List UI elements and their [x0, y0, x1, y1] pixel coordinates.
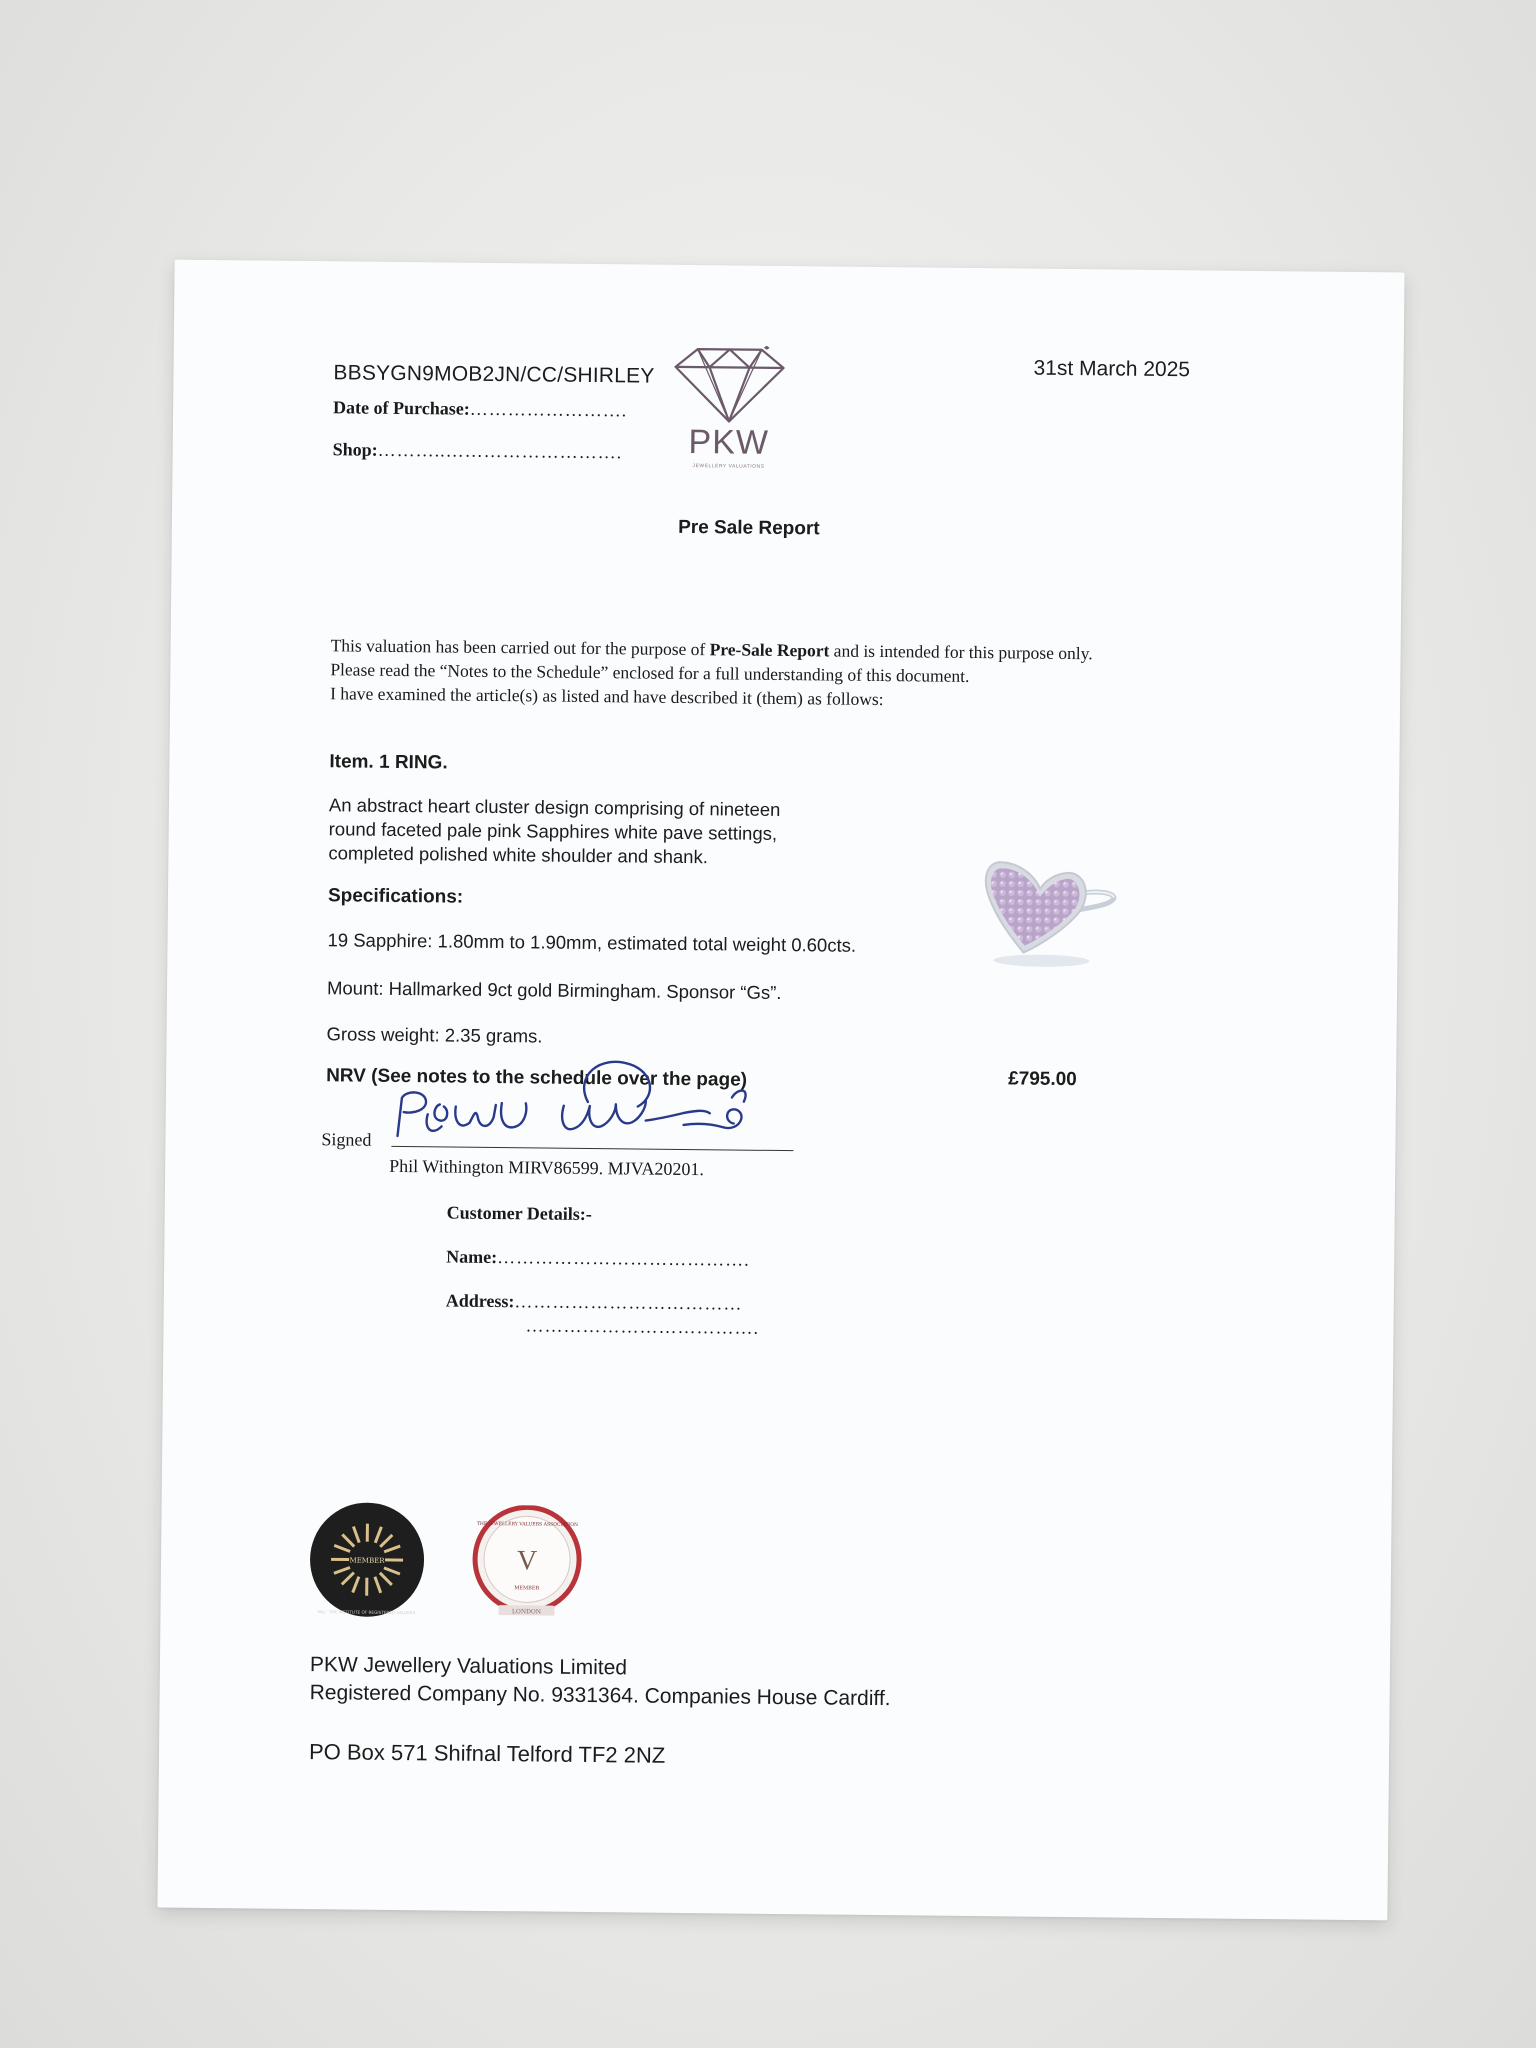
logo-subtext: JEWELLERY VALUATIONS — [692, 463, 765, 470]
intro-line-2: Please read the “Notes to the Schedule” enclosed for a full understanding of this document. — [330, 659, 970, 686]
pkw-logo — [666, 345, 791, 476]
valuation-document — [157, 260, 1404, 1921]
ring-photo — [979, 852, 1120, 973]
diamond-icon — [667, 345, 792, 426]
date-of-purchase-dots: ……………………. — [469, 398, 628, 421]
shop-label: Shop: — [332, 439, 378, 460]
description-line: An abstract heart cluster design comprising of nineteen — [328, 794, 781, 820]
badge-ring-text: NAJ · THE INSTITUTE OF REGISTERED VALUERS — [317, 1609, 416, 1616]
company-details — [310, 1651, 891, 1713]
name-dots: …………………………………. — [497, 1247, 750, 1270]
date-of-purchase-label: Date of Purchase: — [333, 397, 470, 419]
date-of-purchase — [333, 397, 627, 421]
description-line: round faceted pale pink Sapphires white pave settings, — [328, 818, 778, 844]
badge-letter-v: V — [516, 1545, 538, 1577]
valuation-price: £795.00 — [1008, 1068, 1077, 1091]
shop — [333, 439, 623, 463]
handwritten-signature — [383, 1054, 814, 1154]
logo-text: PKW — [688, 422, 770, 462]
signer-name: Phil Withington MIRV86599. MJVA20201. — [389, 1155, 704, 1180]
item-title: Item. 1 RING. — [329, 751, 448, 774]
badge-place-text: LONDON — [511, 1608, 542, 1616]
company-name: PKW Jewellery Valuations Limited — [309, 1653, 628, 1680]
intro-text — [330, 633, 1231, 714]
description-line: completed polished white shoulder and shank. — [328, 842, 709, 868]
specification-mount: Mount: Hallmarked 9ct gold Birmingham. Sponsor “Gs”. — [326, 977, 782, 1003]
shop-dots: ………..………………………. — [377, 439, 623, 463]
badge-member-text: MEMBER — [514, 1585, 540, 1592]
jewellery-valuers-association-badge — [470, 1505, 583, 1622]
customer-address — [446, 1291, 743, 1315]
specifications-title: Specifications: — [327, 885, 464, 908]
item-description — [328, 793, 889, 871]
intro-line-1: This valuation has been carried out for the purpose of Pre-Sale Report and is intended for this purpose only. — [330, 635, 1093, 664]
nrv-label: NRV (See notes to the schedule over the page) — [326, 1065, 748, 1091]
specification-sapphire: 19 Sapphire: 1.80mm to 1.90mm, estimated total weight 0.60cts. — [327, 929, 857, 956]
institute-registered-valuers-badge — [308, 1501, 425, 1618]
customer-name — [446, 1247, 750, 1271]
signed-label: Signed — [321, 1129, 372, 1150]
address-label: Address: — [445, 1290, 515, 1312]
badge-ring-text: THE JEWELLERY VALUERS ASSOCIATION — [476, 1521, 579, 1528]
intro-line-3: I have examined the article(s) as listed and have described it (them) as follows: — [330, 683, 884, 710]
address-dots-line-2: ………………………………. — [525, 1315, 760, 1338]
reference-number: BBSYGN9MOB2JN/CC/SHIRLEY — [333, 361, 655, 388]
report-title: Pre Sale Report — [678, 516, 820, 540]
report-date: 31st March 2025 — [1033, 356, 1191, 382]
badge-member-text: MEMBER — [349, 1556, 385, 1565]
company-address: PO Box 571 Shifnal Telford TF2 2NZ — [308, 1739, 666, 1768]
name-label: Name: — [446, 1246, 498, 1268]
specification-weight: Gross weight: 2.35 grams. — [326, 1023, 543, 1047]
company-registration: Registered Company No. 9331364. Companies House Cardiff. — [309, 1681, 891, 1711]
customer-details-title: Customer Details:- — [446, 1202, 592, 1225]
address-dots: ……………………………… — [514, 1291, 743, 1314]
